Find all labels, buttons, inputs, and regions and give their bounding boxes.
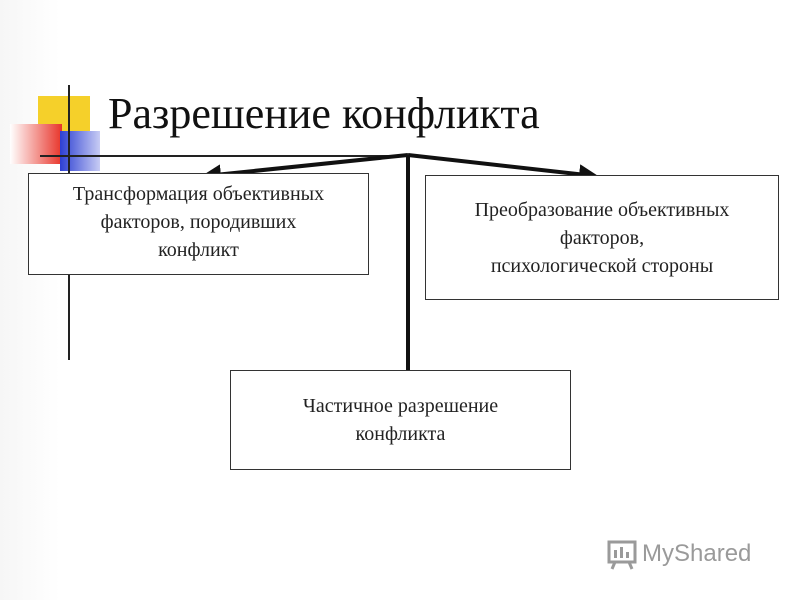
box-partial-resolution: Частичное разрешение конфликта [230, 370, 571, 470]
slide-title: Разрешение конфликта [108, 89, 540, 138]
watermark [606, 536, 751, 572]
box-objective-factors-psychology: Преобразование объективных факторов, психологической стороны [425, 175, 779, 300]
watermark-text: MyShared [642, 540, 752, 567]
box-transformation-factors: Трансформация объективных факторов, породивших конфликт [28, 173, 369, 275]
arrow-to-right-box [408, 155, 595, 176]
presentation-board-icon [606, 536, 642, 572]
